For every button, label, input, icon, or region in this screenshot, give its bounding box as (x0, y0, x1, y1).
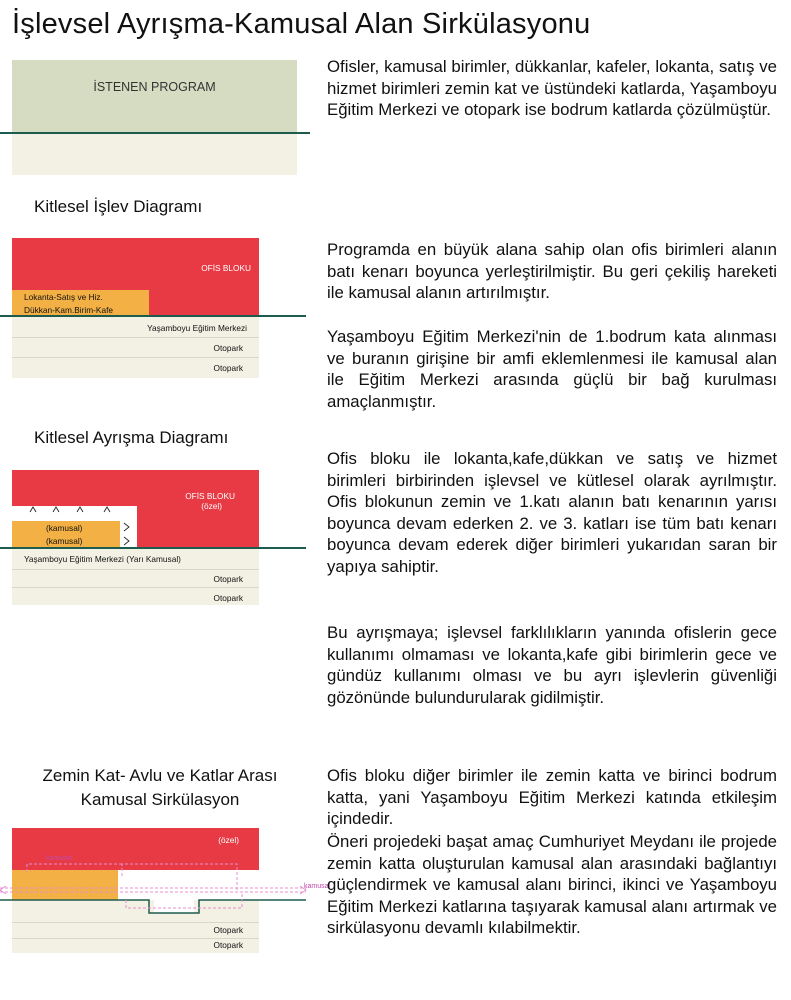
otopark-label-1: Otopark (213, 925, 243, 935)
function-diagram (12, 238, 259, 378)
yem-label: Yaşamboyu Eğitim Merkezi (147, 323, 247, 333)
otopark-label-2: Otopark (213, 363, 243, 373)
separation-diagram (12, 470, 259, 605)
kamusal-label-top: kamusal (46, 855, 73, 862)
kitlesel-islev-caption: Kitlesel İşlev Diagramı (34, 197, 203, 216)
function-paragraph-1: Programda en büyük alana sahip olan ofis birimleri alanın batı kenarı boyunca yerleştirilmiştir. Bu geri çekiliş hareketi ile kamusal alanın artırılmıştır. (327, 240, 777, 303)
dukkan-label: Dükkan-Kam.Birim-Kafe (24, 305, 113, 315)
zemin-kat-caption-line1: Zemin Kat- Avlu ve Katlar Arası (42, 766, 278, 785)
program-label: İSTENEN PROGRAM (93, 80, 216, 94)
page-title: İşlevsel Ayrışma-Kamusal Alan Sirkülasyonu (12, 8, 591, 40)
function-paragraph-2: Yaşamboyu Eğitim Merkezi'nin de 1.bodrum kata alınması ve buranın girişine bir amfi eklemlenmesi ile kamusal alan ile Eğitim Merkezi arasında güçlü bir bağ kurulması amaçlanmıştır. (327, 327, 777, 411)
office-label: OFİS BLOKU (185, 491, 235, 501)
otopark-label-2: Otopark (213, 940, 243, 950)
otopark-label-2: Otopark (213, 593, 243, 603)
zemin-kat-caption-line2: Kamusal Sirkülasyon (80, 790, 240, 809)
otopark-label-1: Otopark (213, 343, 243, 353)
otopark-label-1: Otopark (213, 574, 243, 584)
kamusal-label-side: kamusal (304, 883, 331, 890)
ozel-label: (özel) (218, 835, 239, 845)
program-diagram (12, 60, 297, 175)
separation-paragraph-2: Bu ayrışmaya; işlevsel farklılıkların yanında ofislerin gece kullanımı olmaması ve lokanta,kafe gibi birimlerin gece ve gündüz kullanımı olması ve bu ayrı işlevlerin güvenliği gözönünde bulundurularak gidilmiştir. (327, 623, 777, 707)
circulation-paragraph-2: Öneri projedeki başat amaç Cumhuriyet Meydanı ile projede zemin katta oluşturulan kamusal alan arasındaki bağlantıyı güçlendirmek ve kamusal alanı birinci, ikinci ve Yaşamboyu Eğitim Merkezi katlarına taşıyarak kamusal alanı artırmak ve sirkülasyonu devamlı kılabilmektir. (327, 832, 777, 938)
circulation-diagram (12, 828, 331, 953)
office-label: OFİS BLOKU (201, 263, 251, 273)
lokanta-label: Lokanta-Satış ve Hiz. (24, 292, 103, 302)
program-paragraph: Ofisler, kamusal birimler, dükkanlar, kafeler, lokanta, satış ve hizmet birimleri zemin kat ve üstündeki katlarda, Yaşamboyu Eğitim Merkezi ve otopark ise bodrum katlarda çözülmüştür. (327, 57, 777, 120)
kamusal-label-1: (kamusal) (46, 523, 83, 533)
yem-label: Yaşamboyu Eğitim Merkezi (Yarı Kamusal) (24, 554, 181, 564)
kitlesel-ayrisma-caption: Kitlesel Ayrışma Diagramı (34, 428, 229, 447)
circulation-paragraph-1: Ofis bloku diğer birimler ile zemin katta ve birinci bodrum katta, yani Yaşamboyu Eğitim Merkezi katında etkileşim içindedir. (327, 766, 777, 829)
separation-paragraph-1: Ofis bloku ile lokanta,kafe,dükkan ve satış ve hizmet birimleri birbirinden işlevsel ve kütlesel olarak ayrılmıştır. Ofis blokunun zemin ve 1.katı alanın batı kenarının yarısı boyunca devam ederken 2. ve 3. katları ise tüm batı kenarı boyunca devam ederek diğer birimleri yukarıdan saran bir yapıya sahiptir. (327, 449, 777, 576)
ozel-label: (özel) (201, 501, 222, 511)
kamusal-label-2: (kamusal) (46, 536, 83, 546)
